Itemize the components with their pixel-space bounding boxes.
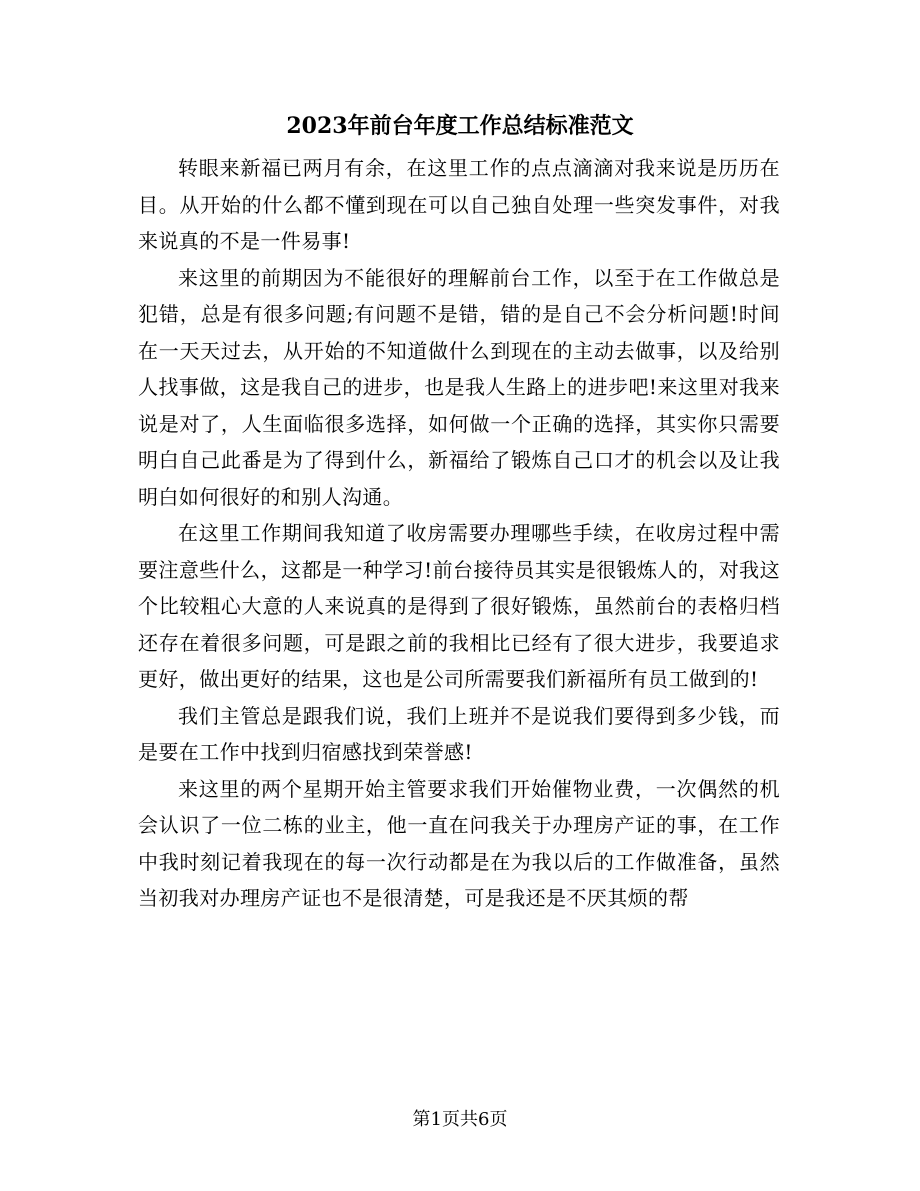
document-title: 2023年前台年度工作总结标准范文 [286, 113, 634, 139]
page-number-footer: 第1页共6页 [412, 1109, 508, 1130]
paragraph: 我们主管总是跟我们说，我们上班并不是说我们要得到多少钱，而是要在工作中找到归宿感找到荣誉感! [138, 703, 780, 764]
paragraph: 转眼来新福已两月有余，在这里工作的点点滴滴对我来说是历历在目。从开始的什么都不懂到现在可以自己独自处理一些突发事件，对我来说真的不是一件易事! [138, 156, 780, 253]
document-body [138, 150, 780, 917]
paragraph: 来这里的前期因为不能很好的理解前台工作，以至于在工作做总是犯错，总是有很多问题;有问题不是错，错的是自己不会分析问题!时间在一天天过去，从开始的不知道做什么到现在的主动去做事，以及给别人找事做，这是我自己的进步，也是我人生路上的进步吧!来这里对我来说是对了，人生面临很多选择，如何做一个正确的选择，其实你只需要明白自己此番是为了得到什么，新福给了锻炼自己口才的机会以及让我明白如何很好的和别人沟通。 [138, 265, 780, 509]
paragraph: 在这里工作期间我知道了收房需要办理哪些手续，在收房过程中需要注意些什么，这都是一种学习!前台接待员其实是很锻炼人的，对我这个比较粗心大意的人来说真的是得到了很好锻炼，虽然前台的表格归档还存在着很多问题，可是跟之前的我相比已经有了很大进步，我要追求更好，做出更好的结果，这也是公司所需要我们新福所有员工做到的! [138, 521, 780, 691]
paragraph: 来这里的两个星期开始主管要求我们开始催物业费，一次偶然的机会认识了一位二栋的业主，他一直在问我关于办理房产证的事，在工作中我时刻记着我现在的每一次行动都是在为我以后的工作做准备，虽然当初我对办理房产证也不是很清楚，可是我还是不厌其烦的帮 [138, 776, 780, 910]
